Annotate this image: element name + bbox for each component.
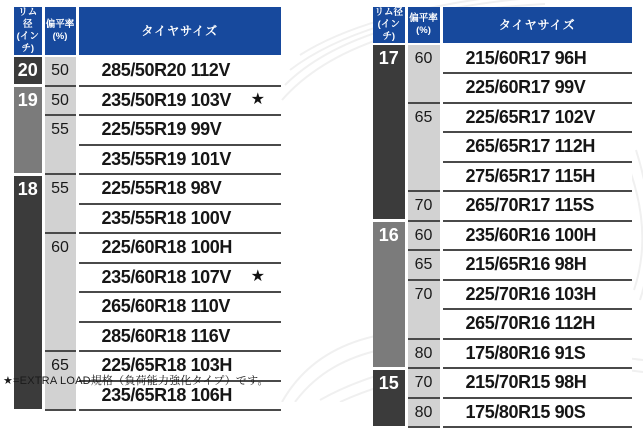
header-aspect-col <box>406 7 441 44</box>
tire-size-cell <box>441 191 632 221</box>
aspect-ratio-cell: 55 <box>43 115 77 174</box>
tire-size-text: 215/70R15 98H <box>465 372 587 393</box>
header-aspect-label-line2: (%) <box>416 24 431 36</box>
rim-diameter-cell: 18 <box>14 174 43 410</box>
header-aspect-label-line1: 偏平率 <box>409 12 438 24</box>
extra-load-footnote: ★=EXTRA LOAD規格（負荷能力強化タイプ）です。 <box>3 375 269 387</box>
aspect-ratio-cell: 50 <box>43 56 77 86</box>
tire-size-text: 265/65R17 112H <box>465 136 596 157</box>
header-aspect-label-line1: 偏平率 <box>45 18 75 30</box>
table-row <box>373 339 632 369</box>
table-row <box>14 86 281 116</box>
tire-size-cell <box>441 339 632 369</box>
extra-load-star-icon: ★ <box>250 268 265 286</box>
tire-size-text: 265/60R18 110V <box>101 296 231 317</box>
rim-diameter-cell: 16 <box>373 221 406 369</box>
tire-size-text: 235/60R16 100H <box>465 224 597 245</box>
table-row <box>14 115 281 145</box>
tire-size-cell <box>77 56 281 86</box>
rim-diameter-cell: 19 <box>14 86 43 175</box>
tire-size-cell <box>441 103 632 133</box>
tire-size-cell <box>77 145 281 175</box>
tire-size-text: 285/50R20 112V <box>101 60 231 80</box>
header-rim-label-line2: (インチ) <box>16 30 39 54</box>
table-row <box>373 191 632 221</box>
tire-size-cell <box>77 263 281 293</box>
tire-size-cell <box>77 292 281 322</box>
tire-size-text: 285/60R18 116V <box>101 325 231 346</box>
tire-size-text: 225/55R19 99V <box>101 119 222 140</box>
tire-size-text: 225/70R16 103H <box>465 283 597 304</box>
tire-size-text: 235/60R18 107V <box>101 266 232 287</box>
table-row <box>373 368 632 398</box>
tire-size-text: 225/55R18 98V <box>101 178 222 199</box>
tire-size-text: 225/65R17 102V <box>465 106 596 127</box>
aspect-ratio-cell: 65 <box>406 103 441 192</box>
tire-size-cell <box>441 73 632 103</box>
header-row <box>373 7 632 44</box>
table-row <box>373 103 632 133</box>
aspect-ratio-cell: 60 <box>43 233 77 351</box>
extra-load-star-icon: ★ <box>250 91 265 109</box>
tire-size-cell <box>441 221 632 251</box>
aspect-ratio-cell: 50 <box>43 86 77 116</box>
spec-table-left <box>14 7 281 412</box>
tire-size-cell <box>441 309 632 339</box>
header-aspect-label-line2: (%) <box>52 30 68 42</box>
header-rim-col <box>14 7 43 56</box>
tire-size-cell <box>441 250 632 280</box>
tire-size-cell <box>77 174 281 204</box>
aspect-ratio-cell: 70 <box>406 368 441 398</box>
tire-size-cell <box>441 44 632 74</box>
tire-size-cell <box>77 322 281 352</box>
tire-size-cell <box>77 233 281 263</box>
rim-diameter-cell: 20 <box>14 56 43 86</box>
table-row <box>373 280 632 310</box>
spec-table-right <box>373 7 632 429</box>
table-row <box>373 398 632 428</box>
header-size-col: タイヤサイズ <box>77 7 281 56</box>
aspect-ratio-cell: 70 <box>406 191 441 221</box>
header-rim-label-line1: リム径 <box>18 7 38 30</box>
table-row <box>373 221 632 251</box>
header-rim-label-line1: リム径 <box>374 7 403 18</box>
aspect-ratio-cell: 80 <box>406 339 441 369</box>
aspect-ratio-cell: 60 <box>406 44 441 103</box>
tire-size-text: 225/65R18 103H <box>101 355 233 376</box>
rim-diameter-cell: 15 <box>373 368 406 427</box>
header-rim-col <box>373 7 406 44</box>
tire-size-cell <box>441 162 632 192</box>
header-rim-label-line2: (インチ) <box>377 18 400 42</box>
aspect-ratio-cell: 55 <box>43 174 77 233</box>
header-size-col: タイヤサイズ <box>441 7 632 44</box>
tire-size-cell <box>77 204 281 234</box>
table-row <box>14 174 281 204</box>
table-row <box>14 233 281 263</box>
tire-size-text: 265/70R17 115S <box>465 195 595 216</box>
tire-size-text: 235/55R18 100V <box>101 207 232 228</box>
tire-size-cell <box>441 280 632 310</box>
rim-diameter-cell: 17 <box>373 44 406 221</box>
aspect-ratio-cell: 80 <box>406 398 441 428</box>
tire-size-cell <box>77 115 281 145</box>
tire-size-text: 275/65R17 115H <box>465 165 596 186</box>
table-row <box>373 250 632 280</box>
tire-size-cell <box>441 368 632 398</box>
tire-size-cell <box>441 132 632 162</box>
tire-size-text: 175/80R15 90S <box>465 401 586 422</box>
tire-size-text: 215/60R17 96H <box>465 47 587 68</box>
header-aspect-col <box>43 7 77 56</box>
aspect-ratio-cell: 65 <box>406 250 441 280</box>
tire-size-text: 175/80R16 91S <box>465 342 586 363</box>
aspect-ratio-cell: 60 <box>406 221 441 251</box>
tire-size-cell <box>77 86 281 116</box>
tire-size-text: 215/65R16 98H <box>465 254 587 275</box>
tire-size-cell <box>441 398 632 428</box>
table-row <box>373 44 632 74</box>
tire-size-text: 235/65R18 106H <box>101 384 233 405</box>
tire-size-text: 225/60R17 99V <box>465 77 586 98</box>
aspect-ratio-cell: 65 <box>43 351 77 410</box>
header-row <box>14 7 281 56</box>
aspect-ratio-cell: 70 <box>406 280 441 339</box>
tire-size-text: 235/55R19 101V <box>101 148 232 169</box>
table-row <box>14 56 281 86</box>
tire-size-text: 235/50R19 103V <box>101 89 232 110</box>
tire-size-text: 265/70R16 112H <box>465 313 596 334</box>
tire-size-text: 225/60R18 100H <box>101 237 233 258</box>
